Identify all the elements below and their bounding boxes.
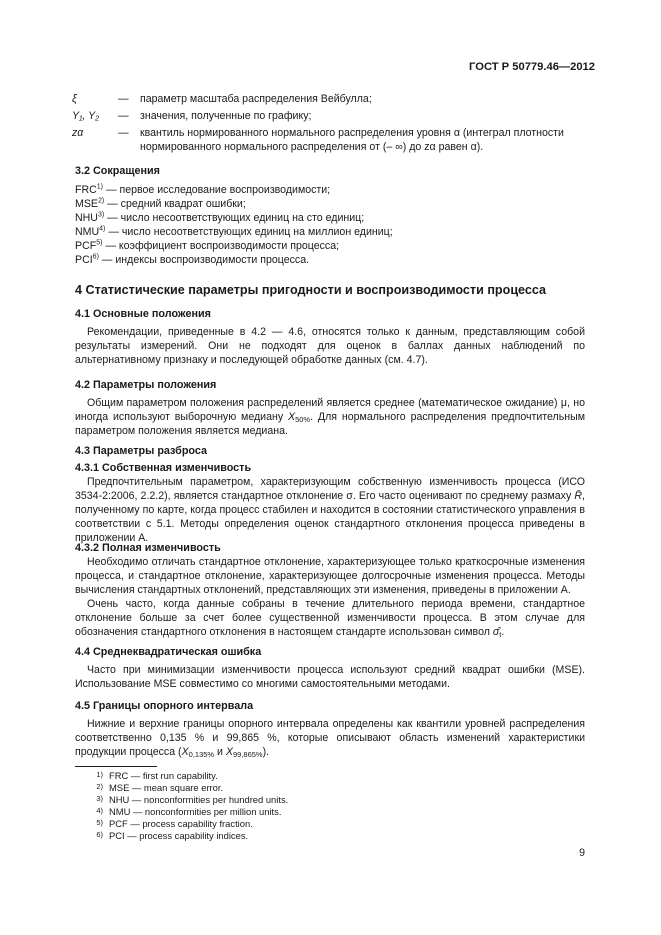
symbol-dash: —: [118, 110, 129, 122]
footnote: 5) PCF — process capability fraction.: [96, 818, 253, 829]
symbol-dash: —: [118, 93, 129, 105]
document-id: ГОСТ Р 50779.46—2012: [469, 61, 595, 73]
section-4-4-title: 4.4 Среднеквадратическая ошибка: [75, 646, 262, 658]
section-4-1-text: [75, 325, 585, 367]
symbol-description: параметр масштаба распределения Вейбулла;: [140, 93, 372, 105]
math-sigma-hat: σ̂: [492, 626, 500, 638]
abbreviation-text: — число несоответствующих единиц на сто единиц;: [104, 212, 365, 224]
math-subscript: 50%: [295, 415, 311, 424]
abbreviation: FRC: [75, 184, 97, 196]
paragraph: Предпочтительным параметром, характеризующим собственную изменчивость процесса (ИСО 3534-2:2006, 2.2.2), является стандартное отклонение σ. Его часто оценивают по среднему размаху R̄, полученному по карте, когда процесс стабилен и находится в состоянии статистического управления в соответствии с 5.1. Методы определения оценок стандартного отклонения процесса приведены в приложении А.: [75, 476, 585, 544]
abbreviation-item: [75, 183, 555, 197]
footnote-ref[interactable]: 5): [96, 239, 103, 247]
abbreviation-item: [75, 253, 555, 267]
paragraph: Рекомендации, приведенные в 4.2 — 4.6, относятся только к данным, представляющим собой результаты измерений. Они не подходят для оценок в баллах данных наблюдений по альтернативному признаку и последующей обработке данных (см. 4.7).: [75, 326, 585, 366]
footnote: 1) FRC — first run capability.: [96, 770, 218, 781]
math-x: X: [181, 746, 189, 758]
abbreviation-item: [75, 239, 555, 253]
section-4-3-2-text: [75, 555, 585, 639]
section-4-3-title: 4.3 Параметры разброса: [75, 445, 208, 457]
symbol-dash: —: [118, 127, 129, 139]
abbreviation-item: [75, 225, 555, 239]
abbreviation-text: — коэффициент воспроизводимости процесса;: [102, 240, 340, 252]
section-4-3-2-title: 4.3.2 Полная изменчивость: [75, 542, 221, 554]
paragraph: Очень часто, когда данные собраны в течение длительного периода времени, стандартное отклонение больше за счет более существенной изменчивости процесса. В этом случае для обозначения стандартного отклонения в настоящем стандарте использован символ $\sigmâ_t$.: [75, 598, 585, 639]
footnote: 4) NMU — nonconformities per million units.: [96, 806, 282, 817]
section-4-2-text: [75, 396, 585, 438]
abbreviation: NMU: [75, 226, 100, 238]
abbreviation-text: — индексы воспроизводимости процесса.: [98, 254, 310, 266]
section-4-5-text: [75, 717, 585, 759]
footnote-ref[interactable]: 1): [96, 183, 104, 191]
symbol-description: квантиль нормированного нормального распределения уровня α (интеграл плотности нормированного нормального распределения от (– ∞) до zα равен α).: [140, 127, 564, 153]
symbol-description: значения, полученные по графику;: [140, 110, 312, 122]
abbreviation-text: — первое исследование воспроизводимости;: [103, 184, 331, 196]
abbreviation-text: — число несоответствующих единиц на миллион единиц;: [105, 226, 393, 238]
math-subscript: t: [499, 630, 502, 639]
abbreviation: MSE: [75, 198, 98, 210]
footnote: 6) PCI — process capability indices.: [96, 830, 249, 841]
abbreviation-text: — средний квадрат ошибки;: [104, 198, 246, 210]
section-4-1-title: 4.1 Основные положения: [75, 308, 211, 320]
section-4-title: 4 Статистические параметры пригодности и воспроизводимости процесса: [75, 283, 547, 297]
paragraph: Общим параметром положения распределений является среднее (математическое ожидание) μ, но иногда используют выборочную медиану $X_{50\%}$. Для нормального распределения предпочтительным параметром положения является медиана.: [75, 397, 585, 437]
abbreviation: NHU: [75, 212, 98, 224]
section-4-4-text: [75, 663, 585, 691]
abbreviation: PCF: [75, 240, 97, 252]
math-subscript: 99,865%: [232, 750, 263, 759]
footnote: 2) MSE — mean square error.: [96, 782, 224, 793]
section-4-2-title: 4.2 Параметры положения: [75, 379, 217, 391]
footnote-ref[interactable]: 3): [97, 211, 105, 219]
paragraph: Часто при минимизации изменчивости процесса используют средний квадрат ошибки (MSE). Использование MSE совместимо со многими самостоятельными методами.: [75, 664, 585, 690]
paragraph: Необходимо отличать стандартное отклонение, характеризующее только краткосрочные изменения процесса, и стандартное отклонение, характеризующее долгосрочные изменения процесса. Методы вычисления стандартных отклонений, представляющих эти изменения, приведены в приложении А.: [75, 556, 585, 596]
footnote-ref[interactable]: 2): [97, 197, 105, 205]
abbreviation-item: [75, 211, 555, 225]
section-4-5-title: 4.5 Границы опорного интервала: [75, 700, 254, 712]
abbreviation-item: [75, 197, 555, 211]
section-4-3-1-title: 4.3.1 Собственная изменчивость: [75, 462, 252, 474]
symbol: zα: [72, 127, 84, 139]
math-x: X: [225, 746, 233, 758]
footnote: 3) NHU — nonconformities per hundred units.: [96, 794, 289, 805]
symbol: ξ: [72, 93, 77, 105]
abbreviation: PCI: [75, 254, 93, 266]
math-r-bar: R̄: [574, 490, 583, 502]
math-subscript: 0,135%: [188, 750, 215, 759]
section-3-2-title: 3.2 Сокращения: [75, 165, 160, 177]
section-4-3-1-text: [75, 475, 585, 545]
footnote-ref[interactable]: 6): [92, 253, 99, 261]
math-x: X: [288, 411, 296, 423]
symbol: Y₁, Y₂: [72, 110, 100, 122]
page-number: 9: [579, 847, 585, 859]
paragraph: Нижние и верхние границы опорного интервала определены как квантили уровней распределения соответственно 0,135 % и 99,865 %, которые описывают область изменений характеристики продукции процесса ($X_{0,135\%}$ и $X_{99,865\%}$).: [75, 718, 585, 759]
footnote-ref[interactable]: 4): [99, 225, 106, 233]
footnote-divider: [75, 766, 157, 767]
